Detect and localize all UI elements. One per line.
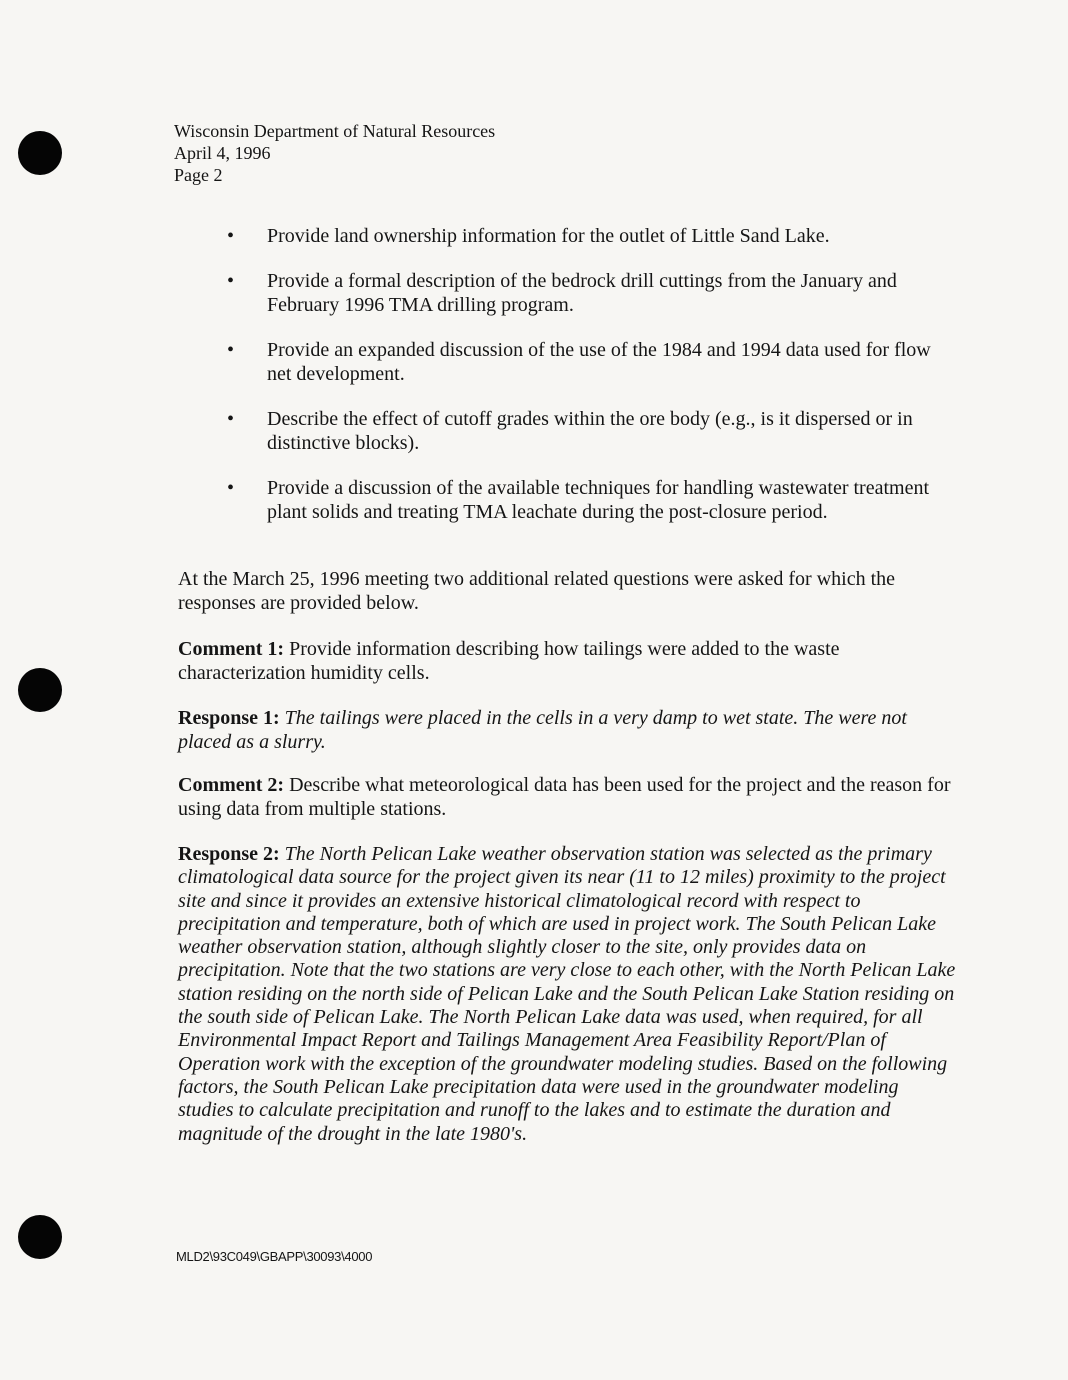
letter-header — [174, 120, 495, 186]
bullet-item — [225, 269, 955, 317]
comment-1 — [178, 637, 958, 685]
response-2 — [178, 843, 958, 1146]
bullet-symbol: • — [227, 477, 235, 499]
bullet-symbol: • — [227, 408, 235, 430]
bullet-symbol: • — [227, 270, 235, 292]
comment-2-label: Comment 2: — [178, 774, 285, 796]
header-page-number: Page 2 — [174, 165, 223, 185]
bullet-text: Provide a formal description of the bedrock drill cuttings from the January and February 1996 TMA drilling program. — [267, 270, 897, 316]
bullet-text: Provide an expanded discussion of the use of the 1984 and 1994 data used for flow net development. — [267, 339, 931, 385]
comment-1-text: Provide information describing how tailings were added to the waste characterization humidity cells. — [178, 638, 840, 684]
bullet-item — [225, 476, 955, 524]
comment-2-text: Describe what meteorological data has been used for the project and the reason for using data from multiple stations. — [178, 774, 951, 820]
bullet-text: Describe the effect of cutoff grades within the ore body (e.g., is it dispersed or in distinctive blocks). — [267, 408, 913, 454]
header-organization: Wisconsin Department of Natural Resources — [174, 121, 496, 141]
bullet-symbol: • — [227, 339, 235, 361]
comment-1-label: Comment 1: — [178, 638, 285, 660]
punch-hole-bottom — [18, 1215, 62, 1259]
header-date: April 4, 1996 — [174, 143, 271, 163]
intro-paragraph: At the March 25, 1996 meeting two additional related questions were asked for which the responses are provided below. — [178, 568, 896, 614]
request-bullet-list — [225, 224, 955, 545]
bullet-text: Provide land ownership information for the outlet of Little Sand Lake. — [267, 225, 830, 247]
response-1-label: Response 1: — [178, 707, 280, 729]
response-1-text: The tailings were placed in the cells in a very damp to wet state. The were not placed as a slurry. — [178, 707, 907, 753]
response-1 — [178, 706, 958, 754]
bullet-item — [225, 338, 955, 386]
bullet-item — [225, 407, 955, 455]
bullet-symbol: • — [227, 225, 235, 247]
bullet-item — [225, 224, 955, 248]
response-2-label: Response 2: — [178, 843, 280, 865]
response-2-text: The North Pelican Lake weather observation station was selected as the primary climatological data source for the project given its near (11 to 12 miles) proximity to the project site and since it provides an extensive historical climatological record with respect to precipitation and temperature, both of which are used in project work. The South Pelican Lake weather observation station, although slightly closer to the site, only provides data on precipitation. Note that the two stations are very close to each other, with the North Pelican Lake station residing on the north side of Pelican Lake and the South Pelican Lake Station residing on the south side of Pelican Lake. The North Pelican Lake data was used, when required, for all Environmental Impact Report and Tailings Management Area Feasibility Report/Plan of Operation work with the exception of the groundwater modeling studies. Based on the following factors, the South Pelican Lake precipitation data were used in the groundwater modeling studies to calculate precipitation and runoff to the lakes and to estimate the duration and magnitude of the drought in the late 1980's. — [178, 843, 956, 1145]
comment-2 — [178, 773, 958, 821]
bullet-text: Provide a discussion of the available techniques for handling wastewater treatment plant solids and treating TMA leachate during the post-closure period. — [267, 477, 930, 523]
punch-hole-middle — [18, 668, 62, 712]
punch-hole-top — [18, 131, 62, 175]
footer-file-path: MLD2\93C049\GBAPP\30093\4000 — [176, 1249, 373, 1264]
